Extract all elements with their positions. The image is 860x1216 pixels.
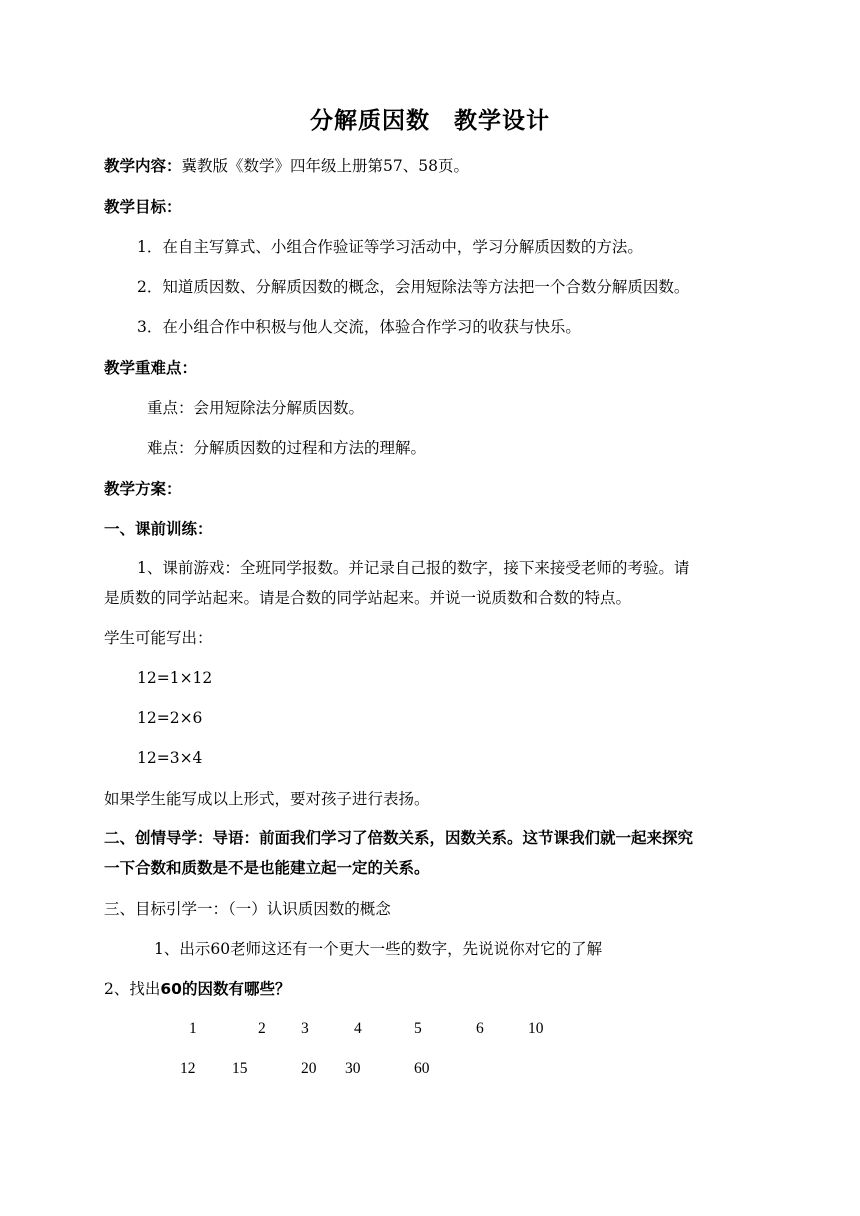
goals-heading: 教学目标：	[104, 198, 182, 216]
factor: 60	[414, 1060, 430, 1077]
content-label: 教学内容：	[104, 157, 182, 175]
document-title: 分解质因数 教学设计	[310, 108, 550, 134]
content-line	[104, 155, 469, 177]
section1-heading: 一、课前训练：	[104, 520, 213, 538]
equation: 12=3×4	[137, 749, 203, 767]
factor: 20	[301, 1060, 317, 1077]
equation: 12=2×6	[137, 709, 203, 727]
key-heading: 教学重难点：	[104, 359, 198, 377]
factor: 15	[232, 1060, 248, 1077]
key-point: 重点：会用短除法分解质因数。	[147, 399, 365, 417]
goal-item-3: 3．在小组合作中积极与他人交流，体验合作学习的收获与快乐。	[137, 318, 581, 336]
step-1: 1、出示60老师这还有一个更大一些的数字，先说说你对它的了解	[154, 940, 603, 958]
factor: 6	[476, 1020, 484, 1037]
difficult-point: 难点：分解质因数的过程和方法的理解。	[147, 439, 427, 457]
goal-item-2: 2．知道质因数、分解质因数的概念，会用短除法等方法把一个合数分解质因数。	[137, 278, 690, 296]
goal-item-1: 1．在自主写算式、小组合作验证等学习活动中，学习分解质因数的方法。	[137, 238, 643, 256]
section3-heading-text: 三、目标引学一：（一）认识质因数的概念	[104, 900, 391, 918]
students-may-write: 学生可能写出：	[104, 629, 213, 647]
factor: 3	[301, 1020, 309, 1037]
step-2	[104, 978, 290, 1000]
section1-para-line1: 1、课前游戏：全班同学报数。并记录自己报的数字，接下来接受老师的考验。请	[137, 559, 690, 577]
factor: 10	[528, 1020, 544, 1037]
factor: 5	[414, 1020, 422, 1037]
section2-line2: 一下合数和质数是不是也能建立起一定的关系。	[104, 859, 430, 877]
section1-para-line2: 是质数的同学站起来。请是合数的同学站起来。并说一说质数和合数的特点。	[104, 589, 632, 607]
factor: 2	[258, 1020, 266, 1037]
equation: 12=1×12	[137, 669, 213, 687]
factor: 12	[180, 1060, 196, 1077]
section2-line1: 二、创情导学：导语：前面我们学习了倍数关系，因数关系。这节课我们就一起来探究	[104, 829, 694, 847]
content-text: 冀教版《数学》四年级上册第57、58页。	[181, 157, 469, 175]
step-2-prefix: 2、找出	[104, 980, 161, 998]
step-2-bold: 60的因数有哪些？	[160, 980, 291, 998]
section3-heading	[104, 898, 391, 920]
factor: 30	[345, 1060, 361, 1077]
factor: 4	[354, 1020, 362, 1037]
factor: 1	[189, 1020, 197, 1037]
plan-heading: 教学方案：	[104, 480, 182, 498]
praise-note: 如果学生能写成以上形式，要对孩子进行表扬。	[104, 790, 430, 808]
